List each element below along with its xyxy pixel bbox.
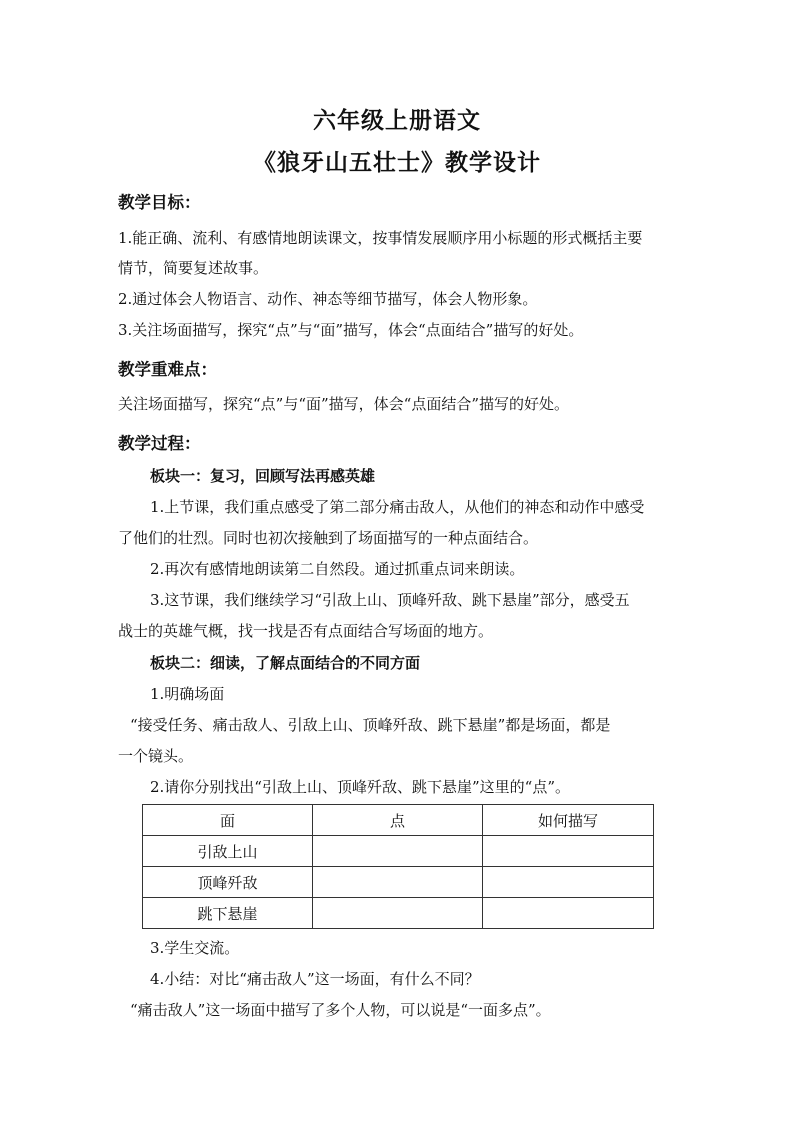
goals-line: 1.能正确、流利、有感情地朗读课文，按事情发展顺序用小标题的形式概括主要: [118, 229, 643, 247]
table-cell: [313, 898, 483, 929]
table-cell: [483, 898, 654, 929]
goals-heading: 教学目标：: [118, 193, 201, 212]
key-points-heading: 教学重难点：: [118, 360, 217, 379]
block2-line: 一个镜头。: [118, 747, 194, 765]
table-cell: [483, 836, 654, 867]
table-cell: 顶峰歼敌: [143, 867, 313, 898]
process-heading: 教学过程：: [118, 434, 201, 453]
after-line: 4.小结：对比“痛击敌人”这一场面，有什么不同？: [150, 970, 480, 988]
table-cell: [483, 867, 654, 898]
table-cell: [313, 836, 483, 867]
scene-table: [142, 804, 654, 929]
table-cell: 引敌上山: [143, 836, 313, 867]
goals-line: 2.通过体会人物语言、动作、神态等细节描写，体会人物形象。: [118, 290, 538, 308]
block1-line: 3.这节课，我们继续学习“引敌上山、顶峰歼敌、跳下悬崖”部分，感受五: [150, 591, 630, 609]
page-title-line1: 六年级上册语文: [313, 107, 481, 134]
table-header-cell: 点: [313, 805, 483, 836]
block2-line: “接受任务、痛击敌人、引敌上山、顶峰歼敌、跳下悬崖”都是场面，都是: [130, 716, 611, 734]
block1-line: 战士的英雄气概，找一找是否有点面结合写场面的地方。: [118, 622, 494, 640]
block1-line: 1.上节课，我们重点感受了第二部分痛击敌人，从他们的神态和动作中感受: [150, 498, 645, 516]
page-title-line2: 《狼牙山五壮士》教学设计: [253, 149, 541, 176]
table-header-cell: 面: [143, 805, 313, 836]
after-line: “痛击敌人”这一场面中描写了多个人物，可以说是“一面多点”。: [130, 1001, 551, 1019]
table-row: [143, 898, 654, 929]
table-cell: [313, 867, 483, 898]
table-header-row: [143, 805, 654, 836]
table-cell: 跳下悬崖: [143, 898, 313, 929]
block1-title: 板块一：复习，回顾写法再感英雄: [150, 467, 376, 485]
block2-line: 1.明确场面: [150, 685, 225, 703]
after-line: 3.学生交流。: [150, 939, 240, 957]
key-points-text: 关注场面描写，探究“点”与“面”描写，体会“点面结合”描写的好处。: [118, 395, 570, 413]
block1-line: 2.再次有感情地朗读第二自然段。通过抓重点词来朗读。: [150, 560, 525, 578]
goals-line: 3.关注场面描写，探究“点”与“面”描写，体会“点面结合”描写的好处。: [118, 321, 584, 339]
block2-title: 板块二：细读，了解点面结合的不同方面: [150, 654, 421, 672]
goals-line: 情节，简要复述故事。: [118, 259, 269, 277]
table-row: [143, 836, 654, 867]
table-row: [143, 867, 654, 898]
block1-line: 了他们的壮烈。同时也初次接触到了场面描写的一种点面结合。: [118, 529, 539, 547]
table-header-cell: 如何描写: [483, 805, 654, 836]
block2-line: 2.请你分别找出“引敌上山、顶峰歼敌、跳下悬崖”这里的“点”。: [150, 778, 570, 796]
